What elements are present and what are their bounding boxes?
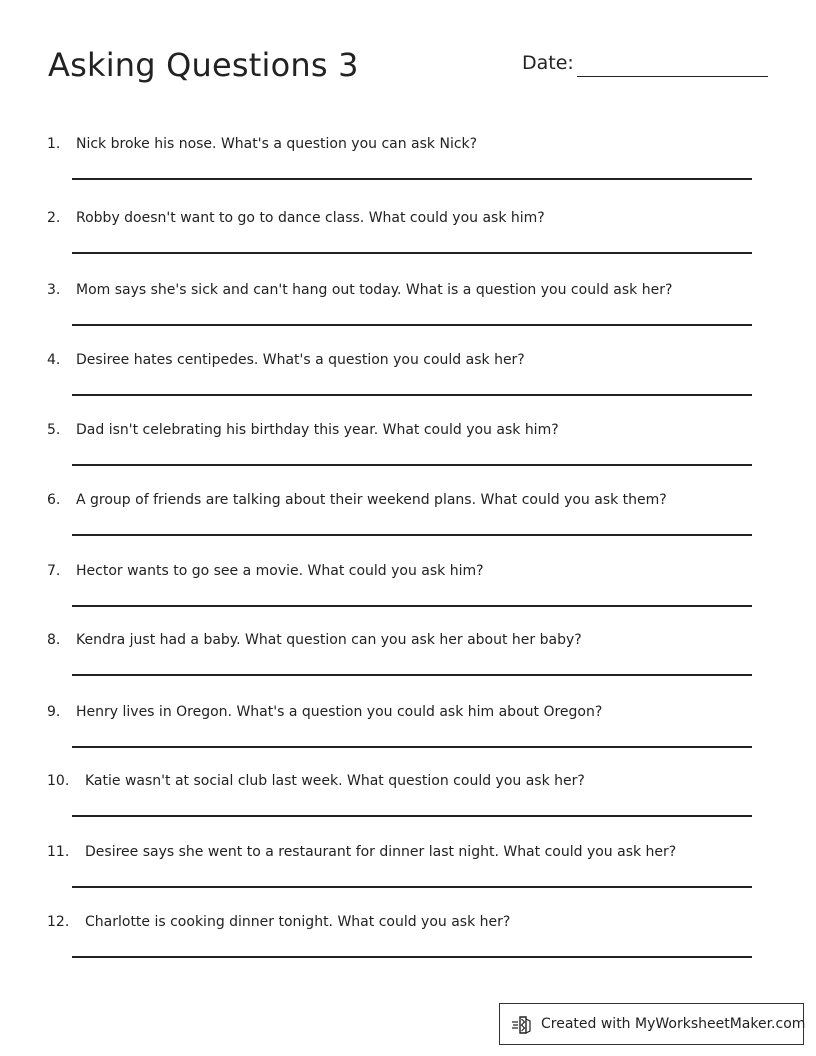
answer-line[interactable] [72,324,752,326]
question-item [47,422,757,442]
question-text: Dad isn't celebrating his birthday this year. What could you ask him? [76,422,559,438]
question-number: 8. [47,632,61,648]
date-field-line[interactable] [577,76,768,77]
question-number: 3. [47,282,61,298]
question-item [47,563,757,583]
question-text: Kendra just had a baby. What question can you ask her about her baby? [76,632,582,648]
question-item [47,704,757,724]
answer-line[interactable] [72,886,752,888]
question-item [47,492,757,512]
answer-line[interactable] [72,605,752,607]
answer-line[interactable] [72,746,752,748]
answer-line[interactable] [72,178,752,180]
question-text: Charlotte is cooking dinner tonight. What could you ask her? [85,914,511,930]
question-number: 6. [47,492,61,508]
question-item [47,773,757,793]
answer-line[interactable] [72,956,752,958]
question-text: Nick broke his nose. What's a question you can ask Nick? [76,136,478,152]
footer-credit-text: Created with MyWorksheetMaker.com [541,1016,806,1032]
date-label: Date: [522,52,574,74]
question-text: Robby doesn't want to go to dance class. What could you ask him? [76,210,545,226]
question-number: 12. [47,914,70,930]
question-text: Desiree hates centipedes. What's a question you could ask her? [76,352,525,368]
question-text: Hector wants to go see a movie. What could you ask him? [76,563,484,579]
question-text: A group of friends are talking about their weekend plans. What could you ask them? [76,492,667,508]
question-item [47,282,757,302]
question-number: 10. [47,773,70,789]
question-number: 9. [47,704,61,720]
worksheet-maker-logo-icon [510,1013,534,1037]
question-item [47,352,757,372]
question-text: Henry lives in Oregon. What's a question you could ask him about Oregon? [76,704,603,720]
question-item [47,136,757,156]
answer-line[interactable] [72,464,752,466]
answer-line[interactable] [72,815,752,817]
question-item [47,210,757,230]
answer-line[interactable] [72,534,752,536]
question-text: Mom says she's sick and can't hang out today. What is a question you could ask her? [76,282,673,298]
question-number: 5. [47,422,61,438]
page-title: Asking Questions 3 [48,46,359,84]
question-number: 2. [47,210,61,226]
question-item [47,632,757,652]
question-item [47,914,757,934]
answer-line[interactable] [72,394,752,396]
question-item [47,844,757,864]
question-number: 1. [47,136,61,152]
question-text: Katie wasn't at social club last week. What question could you ask her? [85,773,585,789]
question-number: 11. [47,844,70,860]
answer-line[interactable] [72,252,752,254]
answer-line[interactable] [72,674,752,676]
question-number: 7. [47,563,61,579]
question-text: Desiree says she went to a restaurant for dinner last night. What could you ask her? [85,844,677,860]
question-number: 4. [47,352,61,368]
footer-credit-box [499,1003,804,1045]
